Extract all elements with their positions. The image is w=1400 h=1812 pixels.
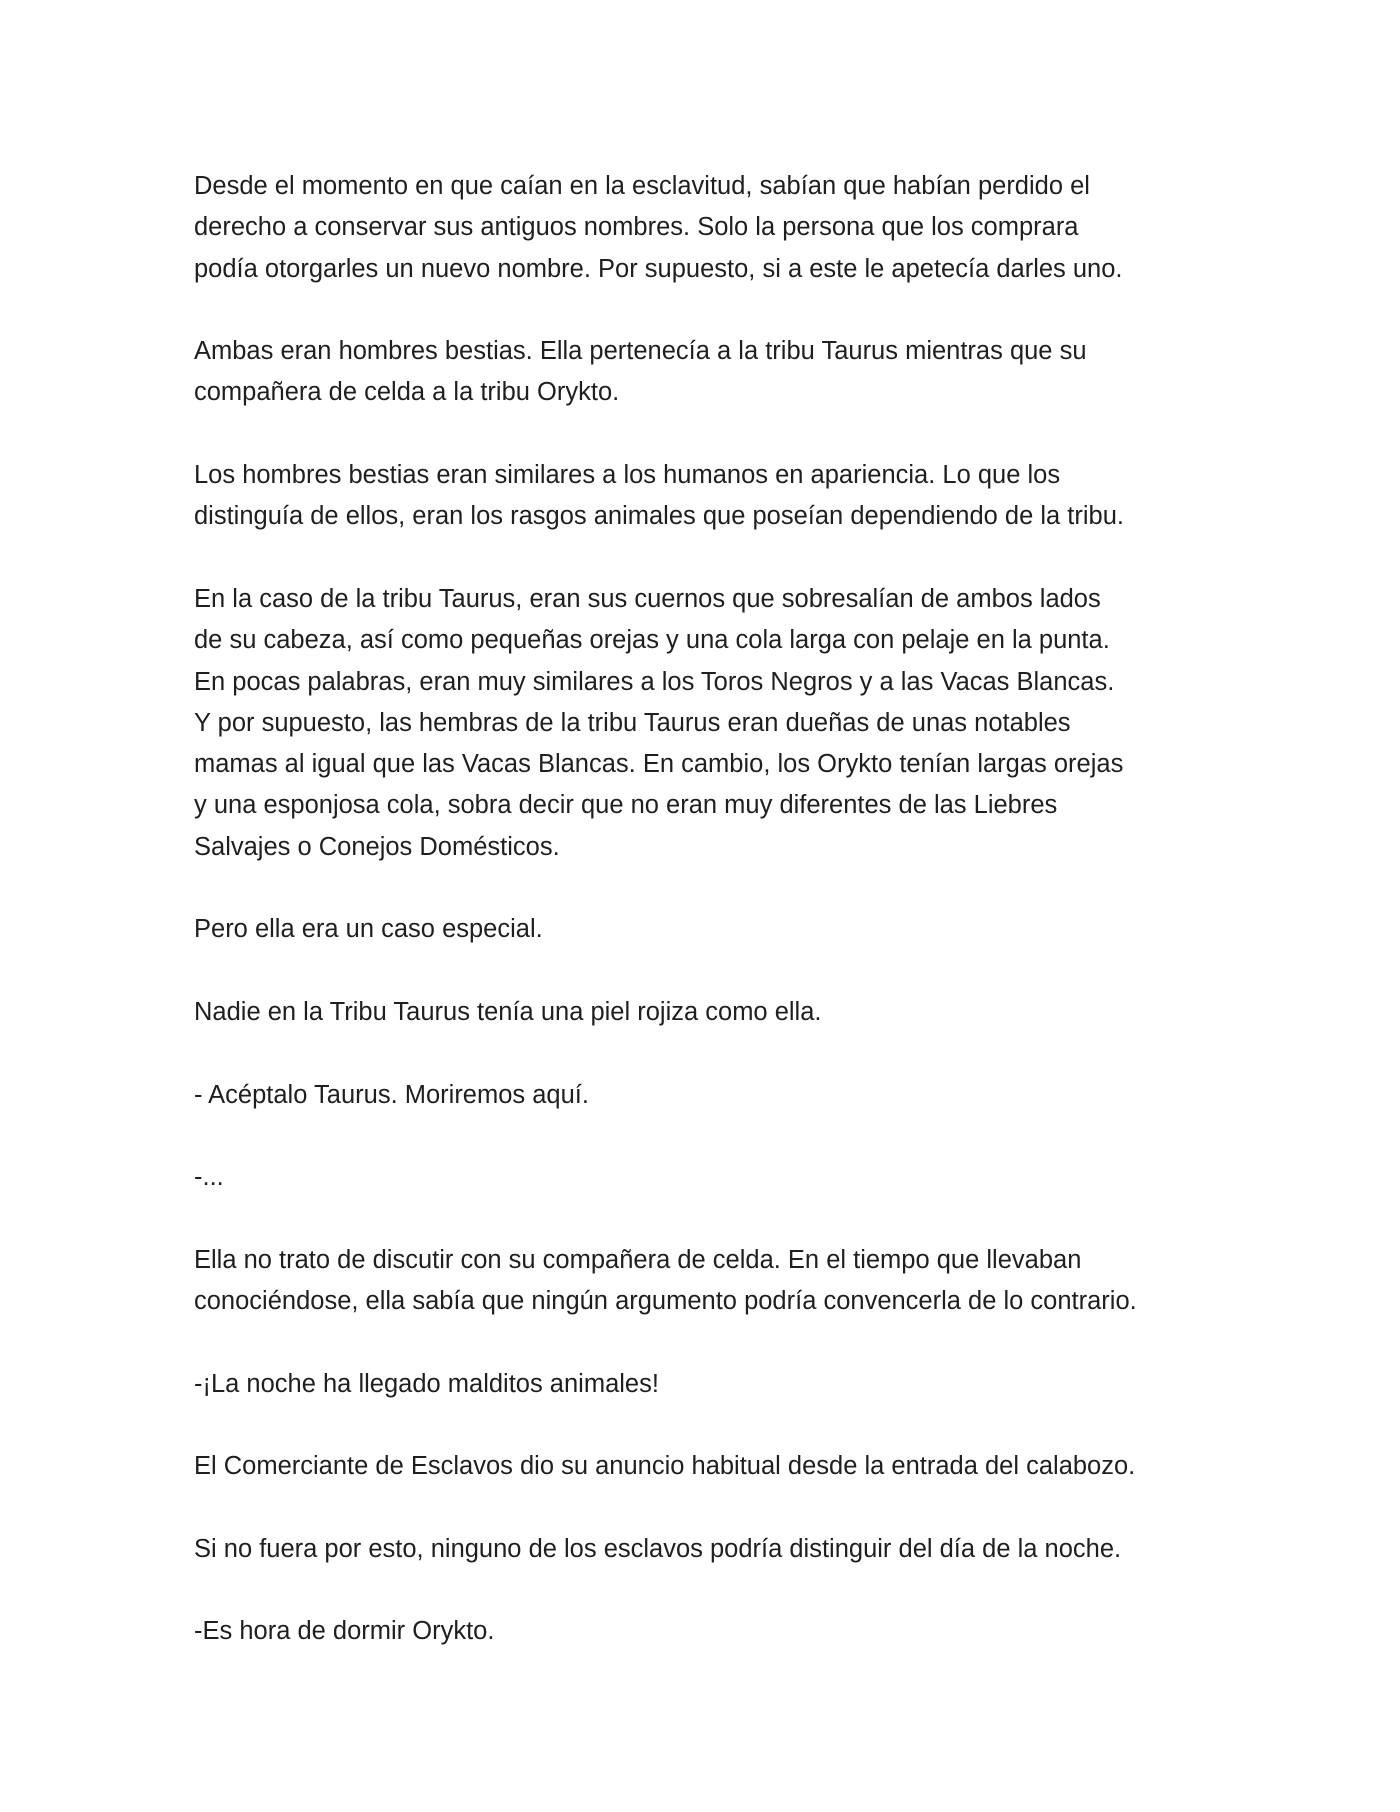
text-line: conociéndose, ella sabía que ningún argumento podría convencerla de lo contrario. [194,1287,1137,1316]
text-line: compañera de celda a la tribu Orykto. [194,378,620,407]
paragraph [194,1364,1254,1405]
paragraph [194,1240,1254,1323]
paragraph [194,1446,1254,1487]
text-line: En la caso de la tribu Taurus, eran sus cuernos que sobresalían de ambos lados [194,584,1101,613]
text-line: distinguía de ellos, eran los rasgos animales que poseían dependiendo de la tribu. [194,502,1124,531]
document-body [194,166,1254,1694]
paragraph [194,1529,1254,1570]
text-line: Ambas eran hombres bestias. Ella pertenecía a la tribu Taurus mientras que su [194,337,1087,366]
text-line: Nadie en la Tribu Taurus tenía una piel rojiza como ella. [194,997,822,1026]
text-line: Si no fuera por esto, ninguno de los esclavos podría distinguir del día de la noche. [194,1534,1122,1563]
paragraph [194,909,1254,950]
text-line: -¡La noche ha llegado malditos animales! [194,1369,659,1398]
paragraph [194,579,1254,868]
text-line: El Comerciante de Esclavos dio su anuncio habitual desde la entrada del calabozo. [194,1452,1136,1481]
text-line: -... [194,1163,224,1192]
text-line: - Acéptalo Taurus. Moriremos aquí. [194,1080,589,1109]
text-line: Desde el momento en que caían en la esclavitud, sabían que habían perdido el [194,172,1090,200]
text-line: de su cabeza, así como pequeñas orejas y una cola larga con pelaje en la punta. [194,626,1110,655]
text-line: En pocas palabras, eran muy similares a los Toros Negros y a las Vacas Blancas. [194,667,1115,696]
text-line: y una esponjosa cola, sobra decir que no eran muy diferentes de las Liebres [194,791,1058,820]
text-line: Los hombres bestias eran similares a los humanos en apariencia. Lo que los [194,461,1061,490]
text-line: podía otorgarles un nuevo nombre. Por supuesto, si a este le apetecía darles uno. [194,254,1123,283]
text-line: Ella no trato de discutir con su compañera de celda. En el tiempo que llevaban [194,1245,1082,1274]
text-line: Y por supuesto, las hembras de la tribu Taurus eran dueñas de unas notables [194,708,1071,737]
text-line: mamas al igual que las Vacas Blancas. En cambio, los Orykto tenían largas orejas [194,750,1124,779]
paragraph [194,166,1254,290]
paragraph [194,455,1254,538]
paragraph [194,992,1254,1033]
text-line: Pero ella era un caso especial. [194,915,543,944]
paragraph [194,1075,1254,1116]
paragraph [194,1157,1254,1198]
text-line: derecho a conservar sus antiguos nombres. Solo la persona que los comprara [194,213,1079,242]
paragraph [194,1611,1254,1652]
text-line: -Es hora de dormir Orykto. [194,1617,495,1646]
text-line: Salvajes o Conejos Domésticos. [194,832,560,861]
paragraph [194,331,1254,414]
